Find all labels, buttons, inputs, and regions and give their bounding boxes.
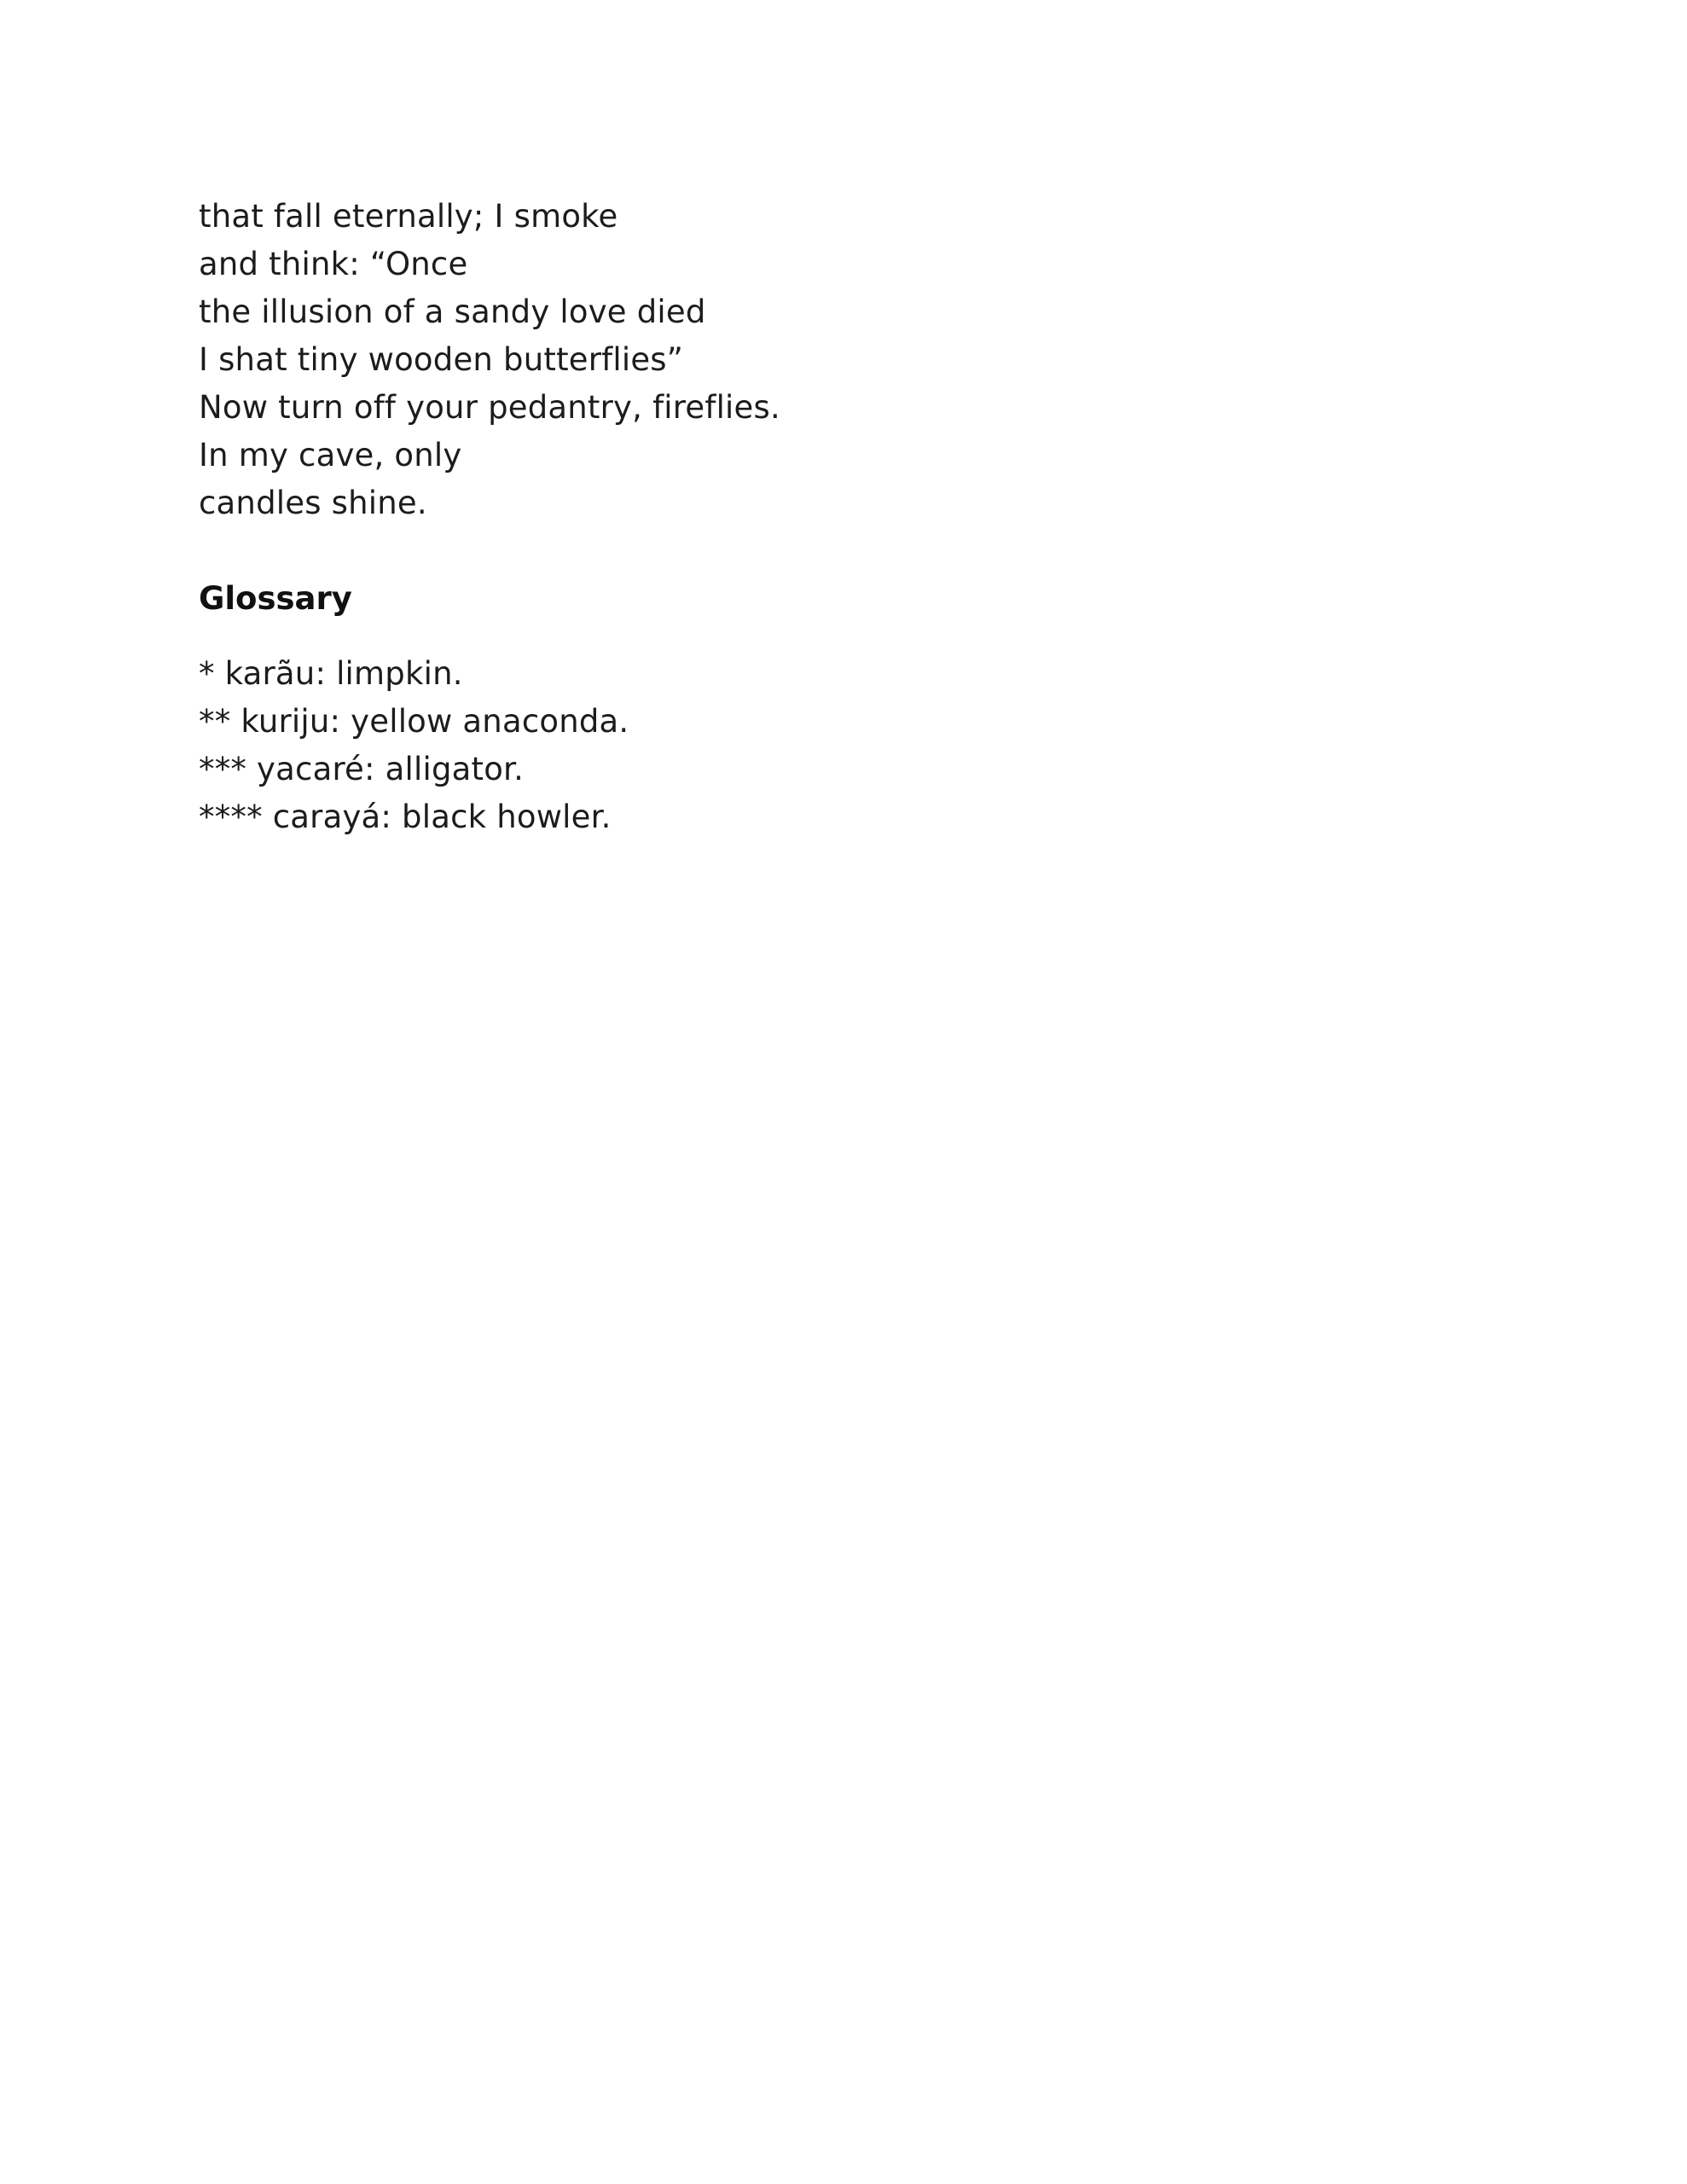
poem-line: In my cave, only bbox=[199, 437, 462, 473]
page-content bbox=[199, 193, 1478, 841]
glossary-entry: *** yacaré: alligator. bbox=[199, 751, 525, 787]
glossary-entry: **** carayá: black howler. bbox=[199, 799, 612, 835]
glossary-heading: Glossary bbox=[199, 580, 352, 617]
poem-line: I shat tiny wooden butterflies” bbox=[199, 341, 684, 378]
glossary-list bbox=[199, 650, 1478, 841]
glossary-entry: ** kuriju: yellow anaconda. bbox=[199, 703, 629, 740]
poem-line: Now turn off your pedantry, fireflies. bbox=[199, 389, 780, 426]
poem-text bbox=[199, 193, 1478, 527]
poem-line: candles shine. bbox=[199, 485, 427, 521]
poem-line: and think: “Once bbox=[199, 246, 468, 282]
poem-line: the illusion of a sandy love died bbox=[199, 293, 706, 330]
glossary-entry: * karãu: limpkin. bbox=[199, 655, 463, 692]
poem-line: that fall eternally; I smoke bbox=[199, 198, 618, 235]
